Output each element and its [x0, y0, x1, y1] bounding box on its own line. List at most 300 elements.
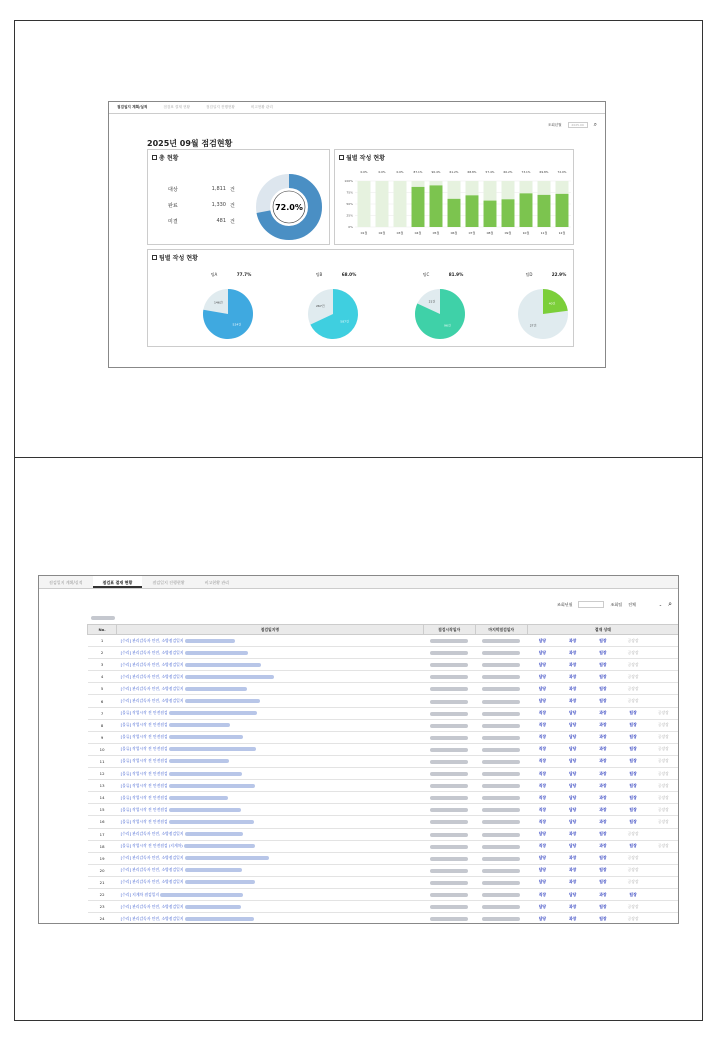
approval-status[interactable]: 공장장: [648, 731, 678, 743]
stat-label: 대상: [168, 187, 178, 193]
approval-status[interactable]: 직장: [527, 719, 557, 731]
table-row[interactable]: [88, 768, 679, 780]
approval-status[interactable]: 직장: [527, 731, 557, 743]
row-name-link[interactable]: [117, 755, 423, 767]
row-name-link[interactable]: [117, 780, 423, 792]
dashboard-search: [548, 121, 597, 129]
approval-status[interactable]: 담당: [527, 683, 557, 695]
redacted-text: [430, 796, 468, 800]
bar-percent-label: 0.0%: [396, 170, 404, 174]
approval-status[interactable]: 담당: [527, 659, 557, 671]
approval-status[interactable]: 공장장: [648, 840, 678, 852]
redacted-text: [169, 808, 241, 812]
redacted-text: [185, 905, 241, 909]
approval-status[interactable]: 과장: [558, 913, 588, 924]
approval-status[interactable]: 과장: [558, 828, 588, 840]
row-first-date: [423, 864, 475, 876]
approval-status[interactable]: 과장: [588, 719, 618, 731]
row-number: 2: [88, 647, 117, 659]
approval-status[interactable]: 담당: [558, 792, 588, 804]
row-number: 18: [88, 840, 117, 852]
approval-status[interactable]: 담당: [558, 719, 588, 731]
approval-status[interactable]: 공장장: [648, 743, 678, 755]
approval-status[interactable]: 공장장: [648, 804, 678, 816]
approval-tabs: [39, 576, 678, 589]
table-row[interactable]: [88, 864, 679, 876]
row-name-link[interactable]: [117, 913, 423, 924]
row-first-date: [423, 635, 475, 647]
tab-remarks[interactable]: 비고현황 관리: [250, 105, 273, 109]
approval-status[interactable]: 팀장: [618, 768, 648, 780]
row-name-link[interactable]: [117, 707, 423, 719]
approval-status[interactable]: 직장: [527, 804, 557, 816]
approval-status[interactable]: 공장장: [648, 707, 678, 719]
row-last-date: [475, 888, 527, 900]
row-name-link[interactable]: [117, 852, 423, 864]
row-name-link[interactable]: [117, 647, 423, 659]
row-name-text: [물류] 작업시작 전 안전점검: [120, 782, 169, 788]
row-first-date: [423, 804, 475, 816]
approval-status[interactable]: 직장: [527, 840, 557, 852]
approval-status[interactable]: 팀장: [588, 876, 618, 888]
month-label: 05월: [432, 231, 440, 235]
redacted-text: [482, 724, 520, 728]
header-last-date: 마지막점검일자: [475, 625, 527, 635]
table-row[interactable]: [88, 683, 679, 695]
row-number: 21: [88, 876, 117, 888]
table-row[interactable]: [88, 635, 679, 647]
dashboard-tabs: [109, 102, 605, 114]
approval-status[interactable]: 팀장: [588, 671, 618, 683]
row-number: 23: [88, 901, 117, 913]
redacted-text: [185, 699, 260, 703]
chevron-down-icon: ⌄: [658, 601, 663, 607]
approval-status[interactable]: 팀장: [588, 901, 618, 913]
redacted-text: [91, 616, 115, 620]
approval-status[interactable]: 과장: [558, 635, 588, 647]
approval-status[interactable]: 과장: [558, 671, 588, 683]
table-row[interactable]: [88, 888, 679, 900]
row-last-date: [475, 864, 527, 876]
row-name-link[interactable]: [117, 828, 423, 840]
approval-status[interactable]: 직장: [527, 707, 557, 719]
team-panel: [147, 249, 574, 347]
redacted-text: [430, 724, 468, 728]
approval-status[interactable]: 공장장: [618, 683, 648, 695]
redacted-text: [169, 723, 230, 727]
approval-status[interactable]: 담당: [527, 876, 557, 888]
row-name-text: [수리] 관리감독자 안전, 소방점검일지: [120, 867, 185, 873]
table-row[interactable]: [88, 647, 679, 659]
month-label: 08월: [486, 231, 494, 235]
approval-status[interactable]: 공장장: [618, 901, 648, 913]
bar-percent-label: 68.8%: [467, 170, 477, 174]
stat-value: 1,330: [211, 202, 226, 208]
approval-status[interactable]: 공장장: [618, 864, 648, 876]
pie-remaining-label: 146건: [214, 300, 223, 305]
pie-done-label: 40건: [548, 301, 556, 306]
approval-status[interactable]: 팀장: [588, 852, 618, 864]
row-number: 15: [88, 804, 117, 816]
table-row[interactable]: [88, 876, 679, 888]
monthly-panel: [334, 149, 574, 245]
approval-status[interactable]: 공장장: [648, 792, 678, 804]
monthly-title: 월별 작성 현황: [346, 155, 385, 162]
bar: [466, 195, 479, 227]
row-name-text: [물류] 작업시작 전 안전점검 (지게차): [120, 843, 184, 849]
approval-status[interactable]: 담당: [558, 755, 588, 767]
stat-unit: 건: [230, 187, 235, 193]
approval-status[interactable]: 직장: [527, 755, 557, 767]
tab-plan[interactable]: 점검일지 계획/실적: [49, 580, 83, 585]
approval-status[interactable]: 팀장: [588, 828, 618, 840]
row-last-date: [475, 647, 527, 659]
approval-status[interactable]: 공장장: [618, 659, 648, 671]
approval-status[interactable]: 과장: [588, 707, 618, 719]
redacted-text: [430, 736, 468, 740]
approval-status[interactable]: 공장장: [618, 695, 648, 707]
search-icon[interactable]: ⌕: [668, 600, 672, 608]
dashboard-screenshot: [108, 101, 606, 368]
table-row[interactable]: [88, 792, 679, 804]
row-name-text: [수리] 관리감독자 안전, 소방점검일지: [120, 855, 185, 861]
bar-percent-label: 73.1%: [521, 170, 531, 174]
bar-percent-label: 72.0%: [557, 170, 567, 174]
redacted-text: [482, 639, 520, 643]
approval-status[interactable]: 담당: [558, 731, 588, 743]
row-name-link[interactable]: [117, 840, 423, 852]
table-row[interactable]: [88, 743, 679, 755]
redacted-text: [185, 639, 235, 643]
redacted-text: [169, 759, 229, 763]
approval-status[interactable]: 공장장: [618, 852, 648, 864]
tab-approval[interactable]: 점검표 결재 현황: [163, 105, 190, 109]
tab-plan[interactable]: 점검일지 계획/실적: [117, 105, 148, 109]
approval-status[interactable]: 팀장: [618, 743, 648, 755]
approval-status[interactable]: 공장장: [648, 768, 678, 780]
row-last-date: [475, 659, 527, 671]
table-row[interactable]: [88, 901, 679, 913]
table-row[interactable]: [88, 828, 679, 840]
approval-status[interactable]: 공장장: [618, 647, 648, 659]
tab-progress[interactable]: 점검일지 진행현황: [205, 105, 235, 109]
redacted-text: [482, 845, 520, 849]
redacted-text: [430, 651, 468, 655]
approval-status[interactable]: 담당: [527, 695, 557, 707]
table-row[interactable]: [88, 840, 679, 852]
row-name-link[interactable]: [117, 864, 423, 876]
pie-remaining-label: 267건: [316, 303, 325, 308]
approval-status[interactable]: 팀장: [588, 683, 618, 695]
tab-remarks[interactable]: 비고현황 관리: [204, 580, 230, 585]
row-first-date: [423, 901, 475, 913]
redacted-text: [482, 784, 520, 788]
bar-percent-label: 90.4%: [431, 170, 441, 174]
approval-status[interactable]: 담당: [558, 743, 588, 755]
row-last-date: [475, 671, 527, 683]
team-percent: 81.9%: [448, 272, 464, 277]
approval-status[interactable]: 공장장: [618, 635, 648, 647]
approval-status[interactable]: 팀장: [588, 659, 618, 671]
team-select[interactable]: [628, 602, 662, 608]
approval-status[interactable]: 담당: [558, 707, 588, 719]
redacted-text: [482, 869, 520, 873]
table-row[interactable]: [88, 671, 679, 683]
bar-percent-label: 61.2%: [449, 170, 459, 174]
row-last-date: [475, 828, 527, 840]
approval-status[interactable]: 팀장: [588, 913, 618, 924]
search-icon[interactable]: ⌕: [593, 121, 597, 128]
row-name-link[interactable]: [117, 683, 423, 695]
approval-status[interactable]: 담당: [527, 913, 557, 924]
approval-status[interactable]: 과장: [588, 743, 618, 755]
row-last-date: [475, 804, 527, 816]
approval-status[interactable]: 팀장: [618, 840, 648, 852]
approval-status[interactable]: 과장: [558, 659, 588, 671]
approval-status[interactable]: 담당: [558, 780, 588, 792]
team-name: 팀D: [525, 272, 533, 277]
row-number: 17: [88, 828, 117, 840]
redacted-text: [430, 700, 468, 704]
stat-row-done: [168, 202, 235, 209]
approval-status[interactable]: 직장: [527, 780, 557, 792]
approval-status[interactable]: 담당: [527, 852, 557, 864]
table-row[interactable]: [88, 659, 679, 671]
total-donut-chart: [254, 172, 324, 242]
redacted-text: [185, 868, 242, 872]
approval-status[interactable]: 직장: [527, 888, 557, 900]
approval-status[interactable]: 공장장: [618, 876, 648, 888]
approval-status[interactable]: 팀장: [618, 719, 648, 731]
approval-status[interactable]: 직장: [527, 792, 557, 804]
row-name-link[interactable]: [117, 731, 423, 743]
monthly-bar-chart: [335, 164, 575, 244]
table-row[interactable]: [88, 816, 679, 828]
row-number: 24: [88, 913, 117, 924]
bar: [502, 199, 515, 227]
tab-approval[interactable]: 점검표 결재 현황: [93, 576, 143, 588]
approval-status[interactable]: 팀장: [588, 635, 618, 647]
row-number: 5: [88, 683, 117, 695]
approval-status[interactable]: 과장: [588, 888, 618, 900]
approval-status[interactable]: 직장: [527, 743, 557, 755]
approval-status[interactable]: 팀장: [618, 780, 648, 792]
approval-status[interactable]: 팀장: [588, 695, 618, 707]
row-first-date: [423, 695, 475, 707]
period-input[interactable]: [578, 601, 604, 608]
row-first-date: [423, 755, 475, 767]
table-row[interactable]: [88, 719, 679, 731]
bar-percent-label: 57.4%: [485, 170, 495, 174]
approval-status[interactable]: 팀장: [618, 731, 648, 743]
table-row[interactable]: [88, 755, 679, 767]
row-name-link[interactable]: [117, 901, 423, 913]
row-name-text: [수리] 관리감독자 안전, 소방점검일지: [120, 915, 185, 921]
table-row[interactable]: [88, 804, 679, 816]
approval-status[interactable]: 공장장: [648, 755, 678, 767]
redacted-text: [169, 796, 228, 800]
approval-status[interactable]: 과장: [588, 780, 618, 792]
approval-filters: [557, 600, 672, 609]
approval-status[interactable]: 공장장: [618, 828, 648, 840]
row-name-link[interactable]: [117, 888, 423, 900]
approval-status[interactable]: 과장: [588, 816, 618, 828]
pie-remaining-label: 21건: [428, 299, 436, 304]
approval-status[interactable]: 담당: [558, 840, 588, 852]
month-label: 04월: [414, 231, 422, 235]
approval-status[interactable]: 공장장: [648, 816, 678, 828]
row-name-link[interactable]: [117, 804, 423, 816]
redacted-text: [430, 639, 468, 643]
approval-status: [648, 671, 678, 683]
redacted-text: [169, 772, 242, 776]
row-name-text: [수리] 관리감독자 안전, 소방점검일지: [120, 649, 185, 655]
approval-status[interactable]: 담당: [527, 635, 557, 647]
page-title: 2025년 09월 점검현황: [147, 139, 233, 148]
redacted-text: [169, 820, 254, 824]
month-label: 07월: [468, 231, 476, 235]
redacted-text: [430, 869, 468, 873]
redacted-text: [430, 845, 468, 849]
row-number: 11: [88, 755, 117, 767]
row-name-link[interactable]: [117, 743, 423, 755]
redacted-text: [430, 784, 468, 788]
approval-status[interactable]: 과장: [588, 755, 618, 767]
approval-status[interactable]: 담당: [527, 647, 557, 659]
row-name-link[interactable]: [117, 659, 423, 671]
search-period-input[interactable]: 2025.09: [568, 122, 588, 128]
y-tick-label: 50%: [346, 202, 353, 206]
approval-status[interactable]: 과장: [558, 647, 588, 659]
approval-status[interactable]: 팀장: [618, 804, 648, 816]
row-name-text: [수리] 관리감독자 안전, 소방점검일지: [120, 661, 185, 667]
row-first-date: [423, 888, 475, 900]
approval-status[interactable]: 과장: [588, 840, 618, 852]
approval-status[interactable]: 과장: [588, 731, 618, 743]
approval-status[interactable]: 직장: [527, 768, 557, 780]
approval-status[interactable]: 과장: [558, 683, 588, 695]
redacted-text: [185, 880, 255, 884]
tab-progress[interactable]: 점검일지 진행현황: [152, 580, 185, 585]
approval-status[interactable]: 과장: [558, 695, 588, 707]
table-row[interactable]: [88, 780, 679, 792]
row-first-date: [423, 828, 475, 840]
approval-status[interactable]: 팀장: [618, 707, 648, 719]
total-title: 총 현황: [159, 155, 179, 162]
row-name-link[interactable]: [117, 671, 423, 683]
row-number: 3: [88, 659, 117, 671]
table-row[interactable]: [88, 913, 679, 924]
row-name-link[interactable]: [117, 792, 423, 804]
pie-done-label: 524건: [232, 322, 242, 327]
approval-status[interactable]: 과장: [588, 804, 618, 816]
approval-status: [648, 913, 678, 924]
row-first-date: [423, 707, 475, 719]
row-name-link[interactable]: [117, 768, 423, 780]
row-last-date: [475, 792, 527, 804]
approval-status[interactable]: 담당: [527, 864, 557, 876]
row-first-date: [423, 816, 475, 828]
redacted-text: [430, 833, 468, 837]
approval-status[interactable]: 공장장: [648, 780, 678, 792]
approval-status[interactable]: 팀장: [618, 755, 648, 767]
approval-status[interactable]: 팀장: [588, 647, 618, 659]
month-label: 11월: [540, 231, 548, 235]
row-number: 6: [88, 695, 117, 707]
approval-status[interactable]: 공장장: [618, 671, 648, 683]
bar: [520, 193, 533, 227]
approval-status[interactable]: 담당: [558, 768, 588, 780]
table-row[interactable]: [88, 852, 679, 864]
bar-background: [394, 181, 407, 227]
approval-status[interactable]: 팀장: [618, 888, 648, 900]
table-row[interactable]: [88, 695, 679, 707]
approval-status[interactable]: 과장: [588, 792, 618, 804]
approval-status: [648, 852, 678, 864]
approval-status[interactable]: 과장: [558, 852, 588, 864]
square-icon: [152, 255, 157, 260]
approval-status: [648, 828, 678, 840]
approval-status[interactable]: 담당: [558, 888, 588, 900]
approval-status[interactable]: 과장: [558, 864, 588, 876]
team-name: 팀A: [210, 272, 218, 277]
total-panel: [147, 149, 330, 245]
row-last-date: [475, 683, 527, 695]
row-name-text: [수리] 관리감독자 안전, 소방점검일지: [120, 879, 185, 885]
row-name-text: [수리] 관리감독자 안전, 소방점검일지: [120, 831, 185, 837]
approval-status[interactable]: 담당: [527, 901, 557, 913]
row-name-link[interactable]: [117, 876, 423, 888]
team-label: 조회팀: [610, 601, 623, 607]
approval-status[interactable]: 담당: [527, 828, 557, 840]
redacted-text: [482, 833, 520, 837]
bar-percent-label: 0.0%: [360, 170, 368, 174]
approval-status: [648, 901, 678, 913]
approval-status[interactable]: 팀장: [588, 864, 618, 876]
table-header-row: [88, 625, 679, 635]
row-number: 16: [88, 816, 117, 828]
header-approval: 결재 상태: [527, 625, 678, 635]
row-first-date: [423, 768, 475, 780]
approval-status[interactable]: 직장: [527, 816, 557, 828]
redacted-text: [482, 808, 520, 812]
approval-status[interactable]: 담당: [527, 671, 557, 683]
redacted-text: [185, 651, 248, 655]
month-label: 12월: [558, 231, 566, 235]
y-tick-label: 25%: [346, 213, 353, 218]
row-name-link[interactable]: [117, 719, 423, 731]
approval-status[interactable]: 팀장: [618, 816, 648, 828]
table-row[interactable]: [88, 707, 679, 719]
row-first-date: [423, 671, 475, 683]
approval-status[interactable]: 공장장: [618, 913, 648, 924]
approval-status[interactable]: 팀장: [618, 792, 648, 804]
row-first-date: [423, 683, 475, 695]
table-row[interactable]: [88, 731, 679, 743]
approval-status[interactable]: 과장: [558, 876, 588, 888]
approval-status[interactable]: 담당: [558, 816, 588, 828]
approval-status[interactable]: 공장장: [648, 719, 678, 731]
row-name-link[interactable]: [117, 635, 423, 647]
redacted-text: [430, 675, 468, 679]
redacted-text: [482, 687, 520, 691]
approval-status[interactable]: 담당: [558, 804, 588, 816]
redacted-text: [482, 857, 520, 861]
row-name-link[interactable]: [117, 695, 423, 707]
approval-status[interactable]: 과장: [558, 901, 588, 913]
approval-status[interactable]: 과장: [588, 768, 618, 780]
row-name-link[interactable]: [117, 816, 423, 828]
